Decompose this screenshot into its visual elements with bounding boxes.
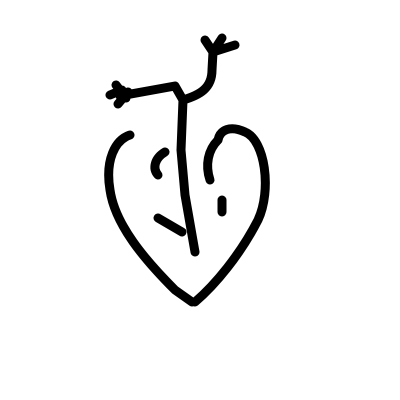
rising-stem-stroke xyxy=(183,52,213,100)
inner-left-hook-stroke xyxy=(155,152,165,175)
arrow-head-stroke xyxy=(110,85,128,104)
top-fork-stroke xyxy=(205,38,235,52)
inner-left-tick-stroke xyxy=(158,218,182,232)
inner-right-curve-stroke xyxy=(208,140,218,180)
